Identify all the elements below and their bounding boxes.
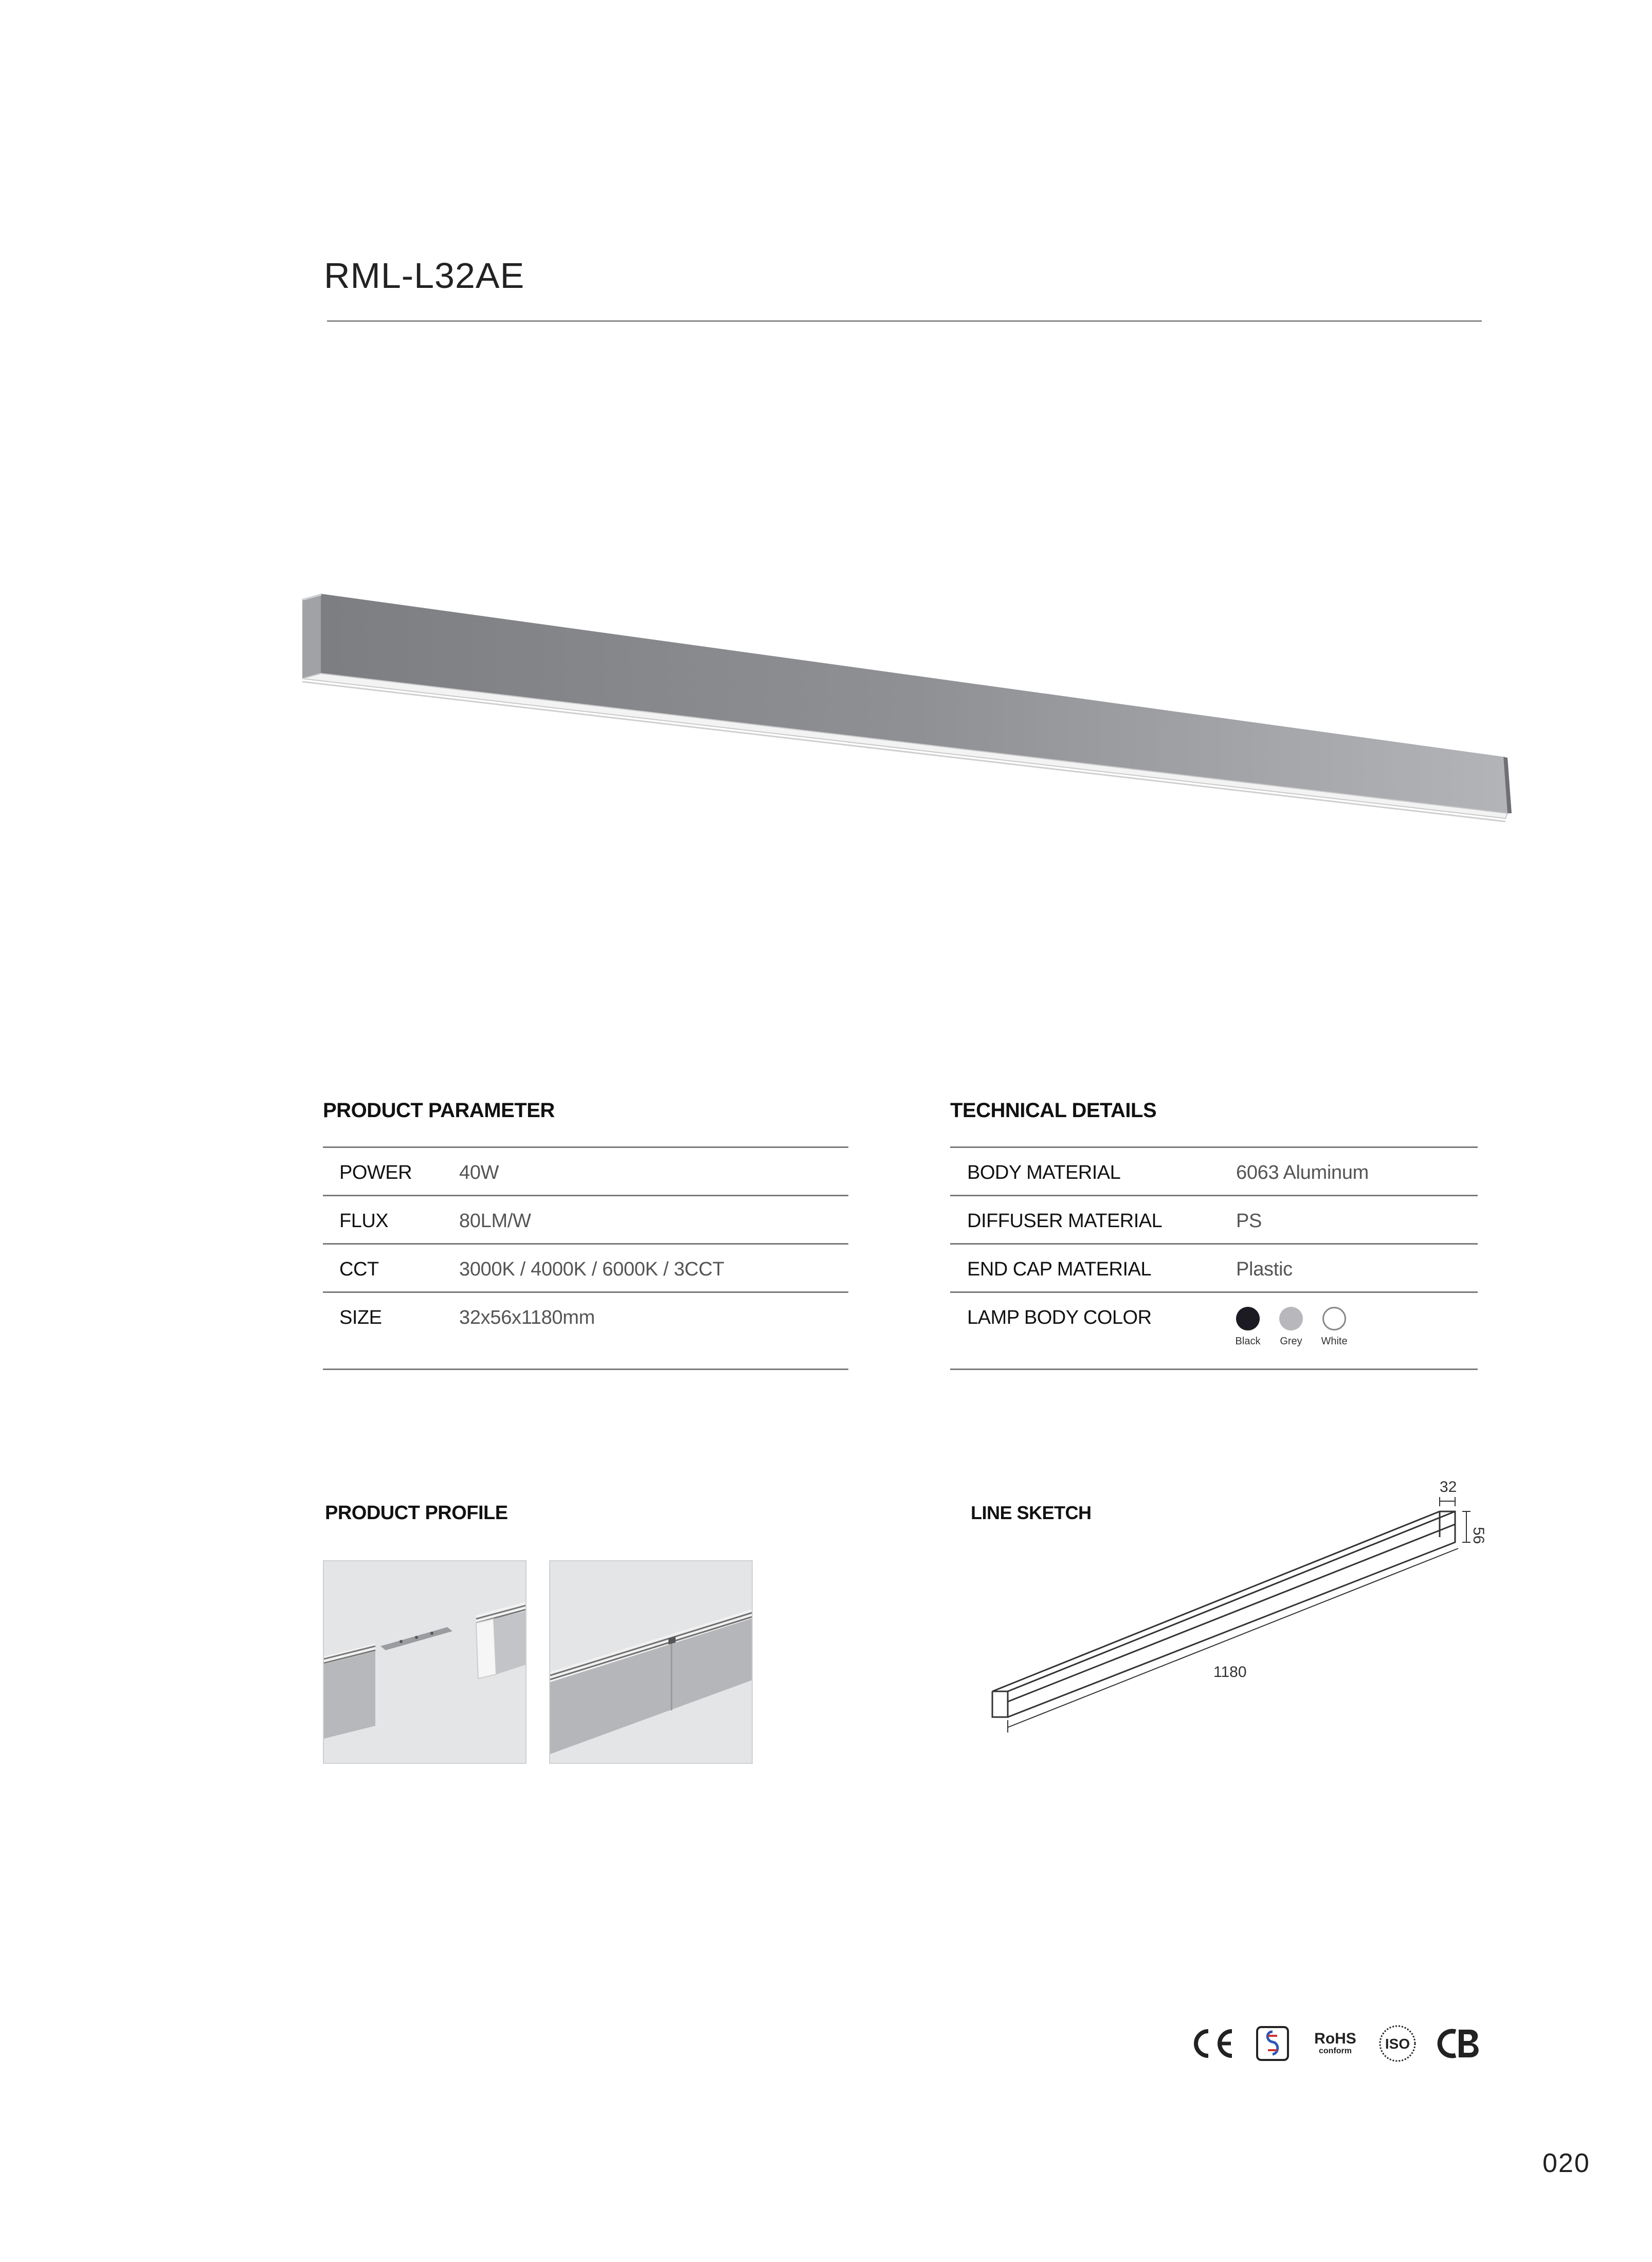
product-parameter-heading: PRODUCT PARAMETER <box>323 1099 555 1122</box>
title-divider <box>327 320 1482 322</box>
color-swatch-grey <box>1279 1307 1303 1330</box>
color-swatch-black <box>1236 1307 1260 1330</box>
ce-mark-icon <box>1188 2023 1235 2064</box>
table-row <box>323 1146 848 1195</box>
param-value: 3000K / 4000K / 6000K / 3CCT <box>459 1258 724 1280</box>
param-label: CCT <box>339 1258 379 1280</box>
product-title: RML-L32AE <box>324 256 525 296</box>
dim-length-label: 1180 <box>1213 1664 1247 1681</box>
table-row <box>950 1195 1478 1243</box>
dim-width-label: 32 <box>1440 1479 1457 1495</box>
param-label: POWER <box>339 1162 412 1183</box>
rohs-mark-icon <box>1307 2023 1364 2064</box>
page-number: 020 <box>1542 2148 1590 2178</box>
line-sketch-heading: LINE SKETCH <box>971 1502 1092 1523</box>
table-row <box>323 1243 848 1291</box>
param-value: 32x56x1180mm <box>459 1307 595 1328</box>
table-rule <box>950 1369 1478 1370</box>
param-value: 80LM/W <box>459 1210 531 1232</box>
profile-photo-connector <box>323 1560 527 1764</box>
table-row <box>950 1146 1478 1195</box>
param-label: FLUX <box>339 1210 389 1232</box>
detail-label: DIFFUSER MATERIAL <box>967 1210 1163 1232</box>
param-value: 40W <box>459 1162 499 1183</box>
detail-label: LAMP BODY COLOR <box>967 1307 1152 1328</box>
rohs-conform-text: conform <box>1319 2047 1352 2055</box>
detail-value: Plastic <box>1236 1258 1293 1280</box>
color-label: White <box>1321 1336 1348 1347</box>
color-swatch-white <box>1322 1307 1346 1330</box>
saa-mark-icon <box>1255 2023 1291 2064</box>
detail-value: PS <box>1236 1210 1262 1232</box>
technical-details-heading: TECHNICAL DETAILS <box>950 1099 1157 1122</box>
table-row <box>323 1195 848 1243</box>
table-row <box>323 1291 848 1340</box>
color-label: Grey <box>1280 1336 1302 1347</box>
iso-text: ISO <box>1385 2036 1410 2052</box>
dim-height-label: 56 <box>1470 1527 1487 1544</box>
table-row <box>950 1291 1478 1369</box>
product-profile-heading: PRODUCT PROFILE <box>325 1502 508 1524</box>
product-image <box>288 576 1542 843</box>
cb-mark-icon <box>1433 2023 1483 2064</box>
detail-value: 6063 Aluminum <box>1236 1162 1369 1183</box>
param-label: SIZE <box>339 1307 382 1328</box>
table-row <box>950 1243 1478 1291</box>
table-rule <box>323 1369 848 1370</box>
certification-logos <box>1188 2023 1483 2064</box>
line-sketch-drawing <box>977 1460 1522 1748</box>
color-label: Black <box>1235 1336 1261 1347</box>
technical-details-table <box>950 1146 1478 1373</box>
profile-photo-joined <box>549 1560 753 1764</box>
rohs-text: RoHS <box>1314 2030 1356 2047</box>
product-parameter-table <box>323 1146 848 1373</box>
iso-mark-icon <box>1377 2023 1418 2064</box>
detail-label: END CAP MATERIAL <box>967 1258 1152 1280</box>
detail-label: BODY MATERIAL <box>967 1162 1121 1183</box>
